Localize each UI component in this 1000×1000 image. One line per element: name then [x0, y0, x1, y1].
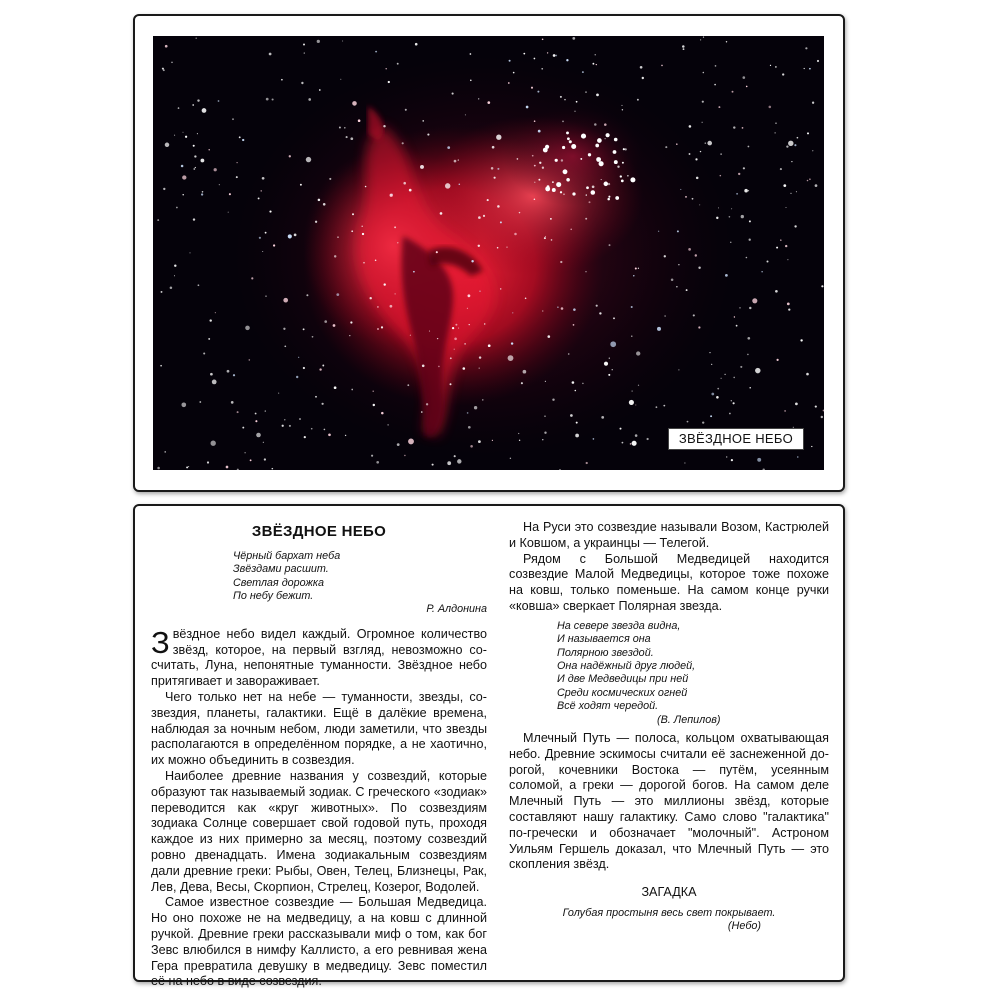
poem-line: Полярною звездой. [557, 646, 654, 659]
photo-caption: ЗВЁЗДНОЕ НЕБО [668, 428, 804, 450]
nebula-photo [153, 36, 824, 470]
article-title: ЗВЁЗДНОЕ НЕБО [251, 523, 387, 540]
riddle-title: ЗАГАДКА [641, 885, 697, 900]
nebula-image [153, 36, 824, 470]
paragraph: Звёздное небо видел каждый. Огромное количество звёзд, которое, на первый взгляд, невозможно сосчитать, Луна, непонятные туманности. Звёздное небо притягивает и завораживает. [151, 624, 487, 689]
poem-line: Среди космических огней [557, 686, 688, 699]
epigraph-author: Р. Алдонина [426, 603, 487, 616]
paragraph: Самое известное созвездие — Большая Медведица. Но оно похоже не на медведицу, а на ковш с длинной ручкой. Древние греки рассказывали миф о том, как бог Зевс влюбился в нимфу Каллисто, а его ревнивая жена Гера превратила девушку в медведицу. Зевс поместил её на небо в виде созвездия. [151, 895, 487, 989]
epigraph-line: Чёрный бархат неба [233, 549, 341, 562]
riddle-answer: (Небо) [727, 920, 761, 933]
paragraph: Рядом с Большой Медведицей находится созвездие Малой Медведицы, которое тоже похоже на ковш, только поменьше. На самом конце ручки «ковша» сверкает Полярная звезда. [509, 551, 829, 613]
drop-cap: З [151, 624, 170, 660]
riddle-text: Голубая простыня весь свет покрывает. [562, 907, 776, 919]
epigraph-line: По небу бежит. [233, 590, 314, 603]
poem-line: Она надёжный друг людей, [557, 660, 696, 672]
poem-line: На севере звезда видна, [557, 619, 681, 632]
poem-line: И называется она [557, 633, 651, 646]
epigraph-line: Светлая дорожка [233, 576, 324, 589]
paragraph: Млечный Путь — полоса, кольцом охватывающая небо. Древние эскимосы считали её заснеженной дорогой, кочевники Востока — путём, усеянным соломой, а греки — дорогой богов. На самом деле Млечный Путь — это миллионы звёзд, которые составляют нашу галактику. Само слово "галактика" по-гречески и обозначает "молочный". Астроном Уильям Гершель доказал, что Млечный Путь — это скопления звёзд. [509, 731, 829, 872]
poem-author: (В. Лепилов) [657, 713, 721, 726]
photo-card [133, 14, 845, 492]
right-column [509, 520, 829, 934]
poem [557, 620, 829, 727]
paragraph: Чего только нет на небе — туманности, звезды, созвездия, планеты, галактики. Ещё в далёкие времена, наблюдая за ночным небом, люди заметили, что звезды располагаются в определённом порядке, а не хаотично, их можно объединить в созвездия. [151, 690, 487, 768]
poem-line: И две Медведицы при ней [557, 673, 689, 686]
paragraph: Наиболее древние названия у созвездий, которые образуют так называемый зодиак. С греческого «зодиак» переводится как «круг животных». По созвездиям зодиака Солнце совершает свой годовой путь, проходя каждое из них примерно за месяц, поэтому созвездий ровно двенадцать. Имена зодиакальным созвездиям дали древние греки: Рыбы, Овен, Телец, Близнецы, Рак, Лев, Дева, Весы, Скорпион, Стрелец, Козерог, Водолей. [151, 769, 487, 894]
epigraph-line: Звёздами расшит. [233, 563, 329, 576]
riddle [509, 907, 829, 934]
article-card [133, 504, 845, 989]
poem-line: Всё ходят чередой. [557, 700, 659, 713]
left-column [151, 520, 487, 990]
epigraph [233, 550, 487, 617]
paragraph: На Руси это созвездие называли Возом, Кастрюлей и Ковшом, а украинцы — Телегой. [509, 520, 829, 550]
